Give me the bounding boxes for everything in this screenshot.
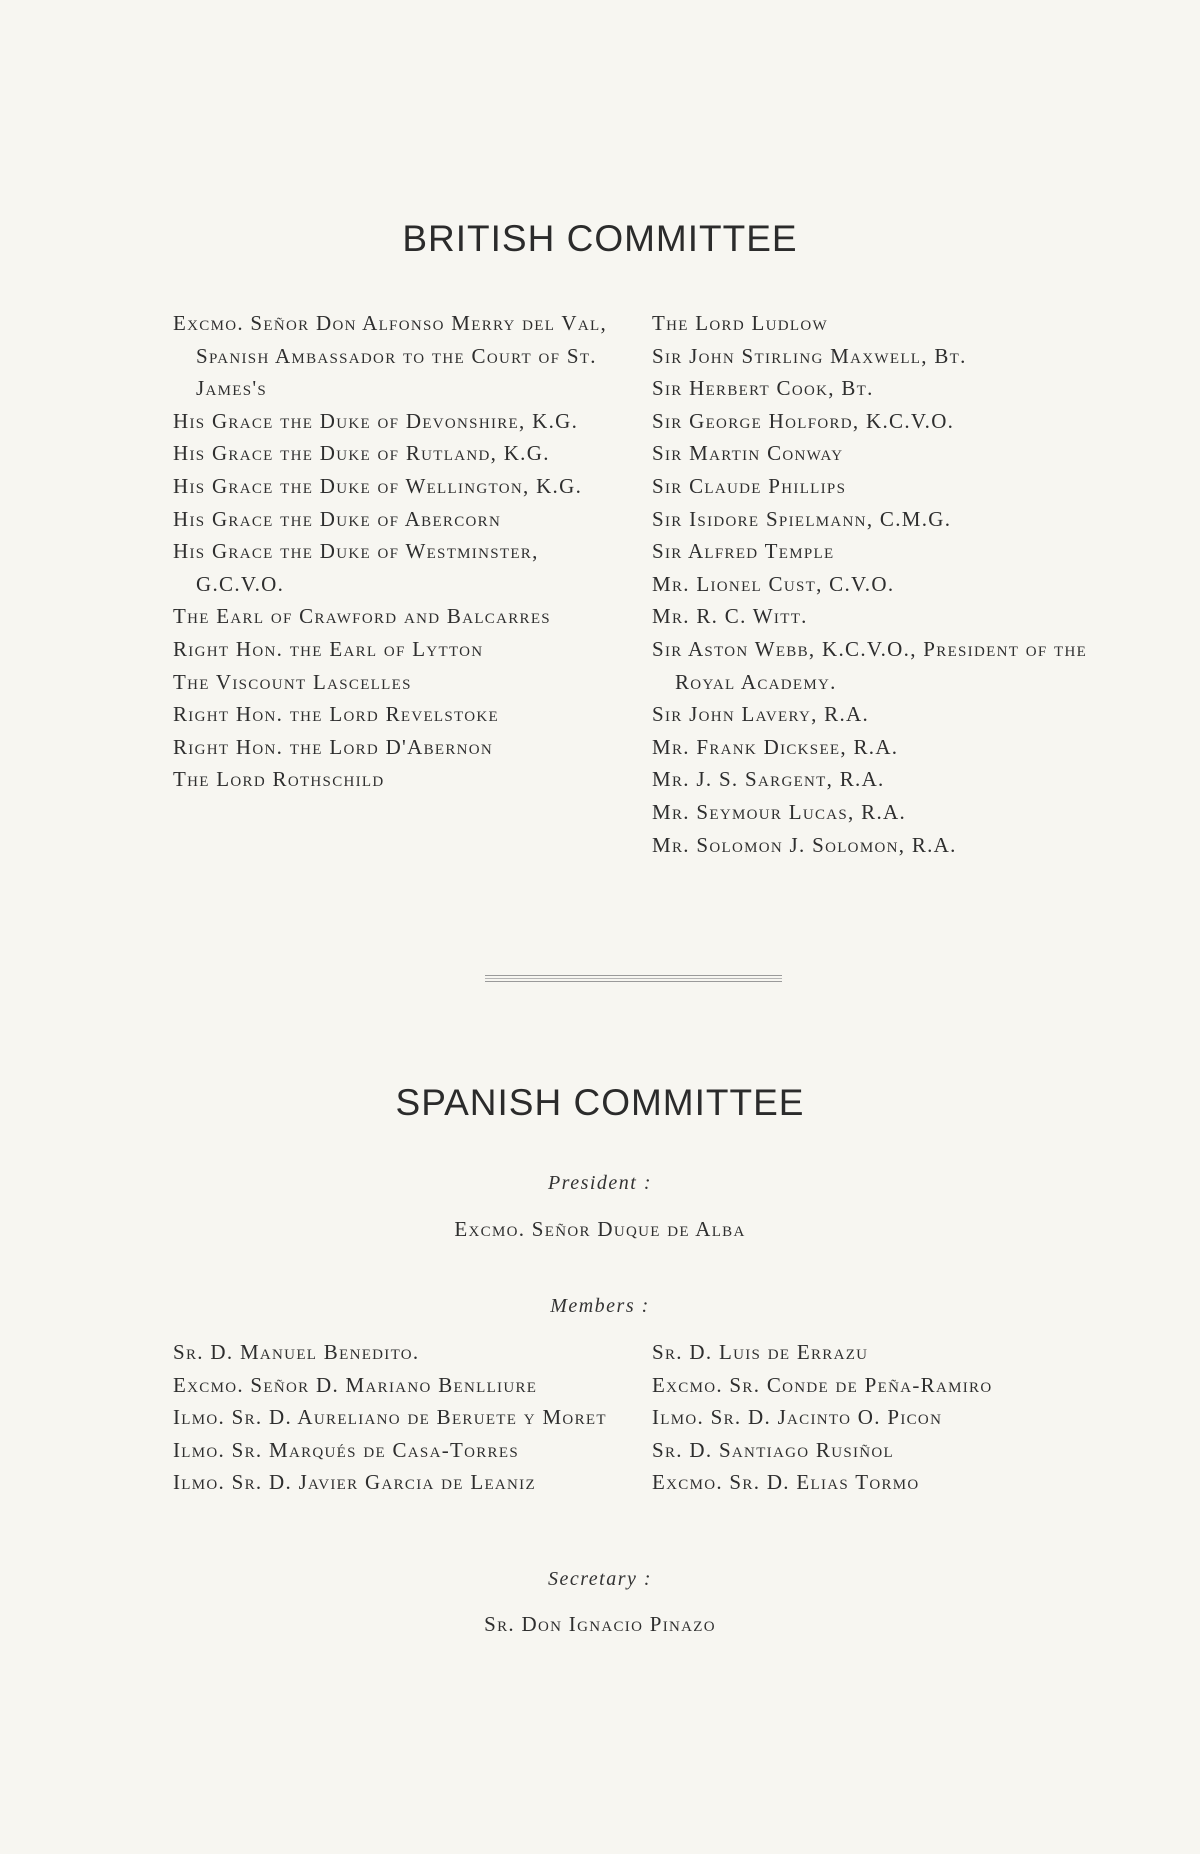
british-committee-title: BRITISH COMMITTEE [402, 218, 798, 259]
british-member: The Earl of Crawford and Balcarres [173, 604, 551, 629]
section-divider [485, 975, 782, 982]
british-member: Sir John Lavery, R.A. [652, 702, 870, 727]
british-member: Excmo. Señor Don Alfonso Merry del Val, Spanish Ambassador to the Court of St. James's [173, 311, 608, 401]
british-member: His Grace the Duke of Abercorn [173, 506, 502, 531]
spanish-member: Sr. D. Manuel Benedito. [173, 1340, 420, 1364]
british-member: Mr. R. C. Witt. [652, 604, 808, 629]
british-member: Sir Aston Webb, K.C.V.O., President of the Royal Academy. [652, 636, 1088, 694]
british-member: Mr. Solomon J. Solomon, R.A. [652, 832, 957, 857]
spanish-committee-title: SPANISH COMMITTEE [395, 1082, 805, 1123]
british-member: Sir Alfred Temple [652, 539, 835, 564]
president-label: President : [547, 1172, 653, 1194]
spanish-member: Excmo. Sr. Conde de Peña-Ramiro [652, 1372, 993, 1397]
president-name: Excmo. Señor Duque de Alba [454, 1217, 746, 1241]
spanish-member: Ilmo. Sr. D. Aureliano de Beruete y Moret [173, 1405, 607, 1430]
members-label: Members : [550, 1295, 650, 1317]
spanish-member: Excmo. Sr. D. Elias Tormo [652, 1470, 920, 1495]
british-member: Mr. Frank Dicksee, R.A. [652, 734, 899, 759]
secretary-name: Sr. Don Ignacio Pinazo [484, 1612, 716, 1636]
british-member: His Grace the Duke of Devonshire, K.G. [173, 408, 579, 433]
spanish-member: Ilmo. Sr. D. Javier Garcia de Leaniz [173, 1470, 536, 1495]
british-member: Sir Herbert Cook, Bt. [652, 376, 874, 401]
spanish-members-left-column [173, 1336, 613, 1499]
british-member: Sir John Stirling Maxwell, Bt. [652, 343, 967, 368]
british-member: Sir Isidore Spielmann, C.M.G. [652, 506, 952, 531]
british-member: Mr. Seymour Lucas, R.A. [652, 799, 907, 824]
british-member: The Lord Rothschild [173, 767, 385, 792]
british-member: His Grace the Duke of Westminster, G.C.V.O. [173, 539, 539, 596]
spanish-member: Sr. D. Luis de Errazu [652, 1340, 869, 1364]
british-member: Mr. J. S. Sargent, R.A. [652, 767, 885, 792]
british-members-right-column [652, 307, 1102, 861]
british-member: Sir Claude Phillips [652, 473, 847, 498]
secretary-label: Secretary : [547, 1568, 653, 1590]
british-member: Right Hon. the Earl of Lytton [173, 636, 484, 661]
british-member: Mr. Lionel Cust, C.V.O. [652, 571, 895, 596]
british-member: The Lord Ludlow [652, 311, 828, 335]
british-member: Right Hon. the Lord D'Abernon [173, 734, 494, 759]
british-member: Sir Martin Conway [652, 441, 844, 466]
british-member: Right Hon. the Lord Revelstoke [173, 702, 499, 727]
british-member: Sir George Holford, K.C.V.O. [652, 408, 955, 433]
british-member: The Viscount Lascelles [173, 669, 412, 694]
british-member: His Grace the Duke of Wellington, K.G. [173, 473, 583, 498]
spanish-member: Ilmo. Sr. D. Jacinto O. Picon [652, 1405, 943, 1430]
british-members-left-column [173, 307, 613, 796]
spanish-member: Sr. D. Santiago Rusiñol [652, 1437, 895, 1462]
british-member: His Grace the Duke of Rutland, K.G. [173, 441, 550, 466]
spanish-member: Excmo. Señor D. Mariano Benlliure [173, 1372, 538, 1397]
spanish-member: Ilmo. Sr. Marqués de Casa-Torres [173, 1437, 519, 1462]
spanish-members-right-column [652, 1336, 1102, 1499]
